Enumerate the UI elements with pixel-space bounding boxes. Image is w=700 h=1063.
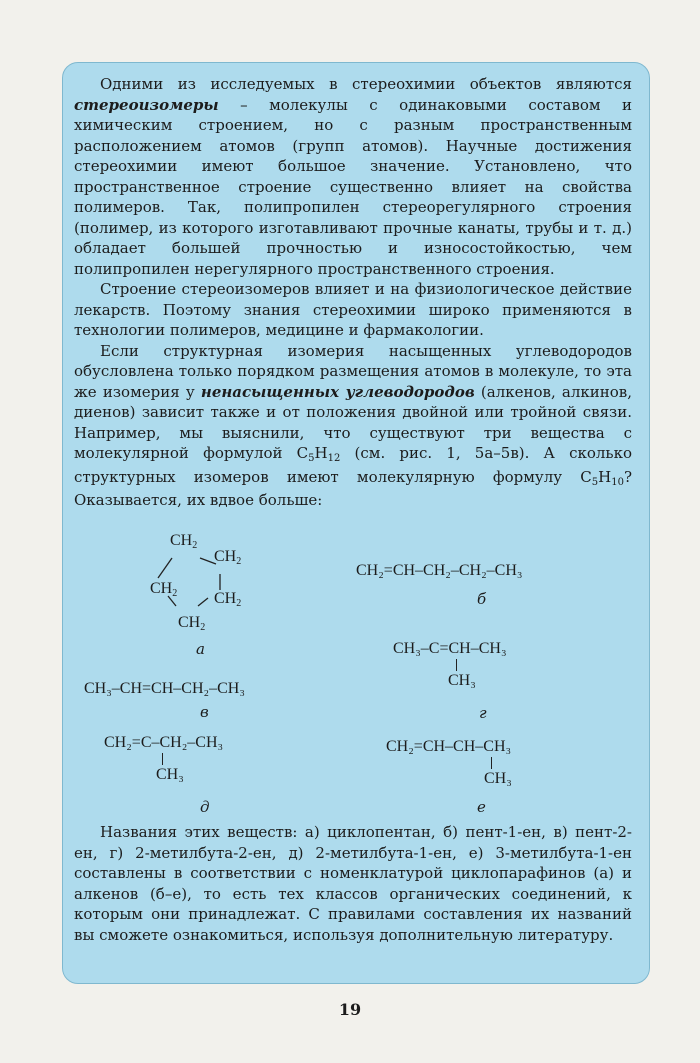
paragraph-1: Одними из исследуемых в стереохимии объектов являются стереоизомеры – молекулы с одинаковыми составом и химическим строением, но с разным пространственным расположением атомов (групп атомов). Научные достижения стереохимии имеют большое значение. Установлено, что пространственное строение существенно влияет на свойства полимеров. Так, полипропилен стереорегулярного строения (полимер, из которого изготавливают прочные канаты, трубы и т. д.) обладает большей прочностью и износостойкостью, чем полипропилен нерегулярного пространственного строения. bbox=[74, 75, 632, 278]
label-g: г bbox=[479, 704, 487, 722]
formula-b: CH₂=CH–CH₂–CH₂–CH₃ bbox=[356, 562, 523, 579]
ring-left: $CH_2$ bbox=[150, 580, 178, 599]
paragraph-4: Названия этих веществ: а) циклопентан, б) пент-1-ен, в) пент-2-ен, г) 2-метилбута-2-ен, д) 2-метилбута-1-ен, е) 3-метилбута-1-ен составлены в соответствии с номенклатурой циклопарафинов (а) и алкенов (б–е), то есть тех классов органических соединений, к которым они принадлежат. С правилами составления их названий вы сможете ознакомиться, используя дополнительную литературу. bbox=[74, 823, 632, 944]
formula-e: CH₂=CH–CH–CH₃ bbox=[386, 738, 512, 755]
formula-g-branch: CH₃ bbox=[448, 672, 476, 689]
ring-right-lower: $CH_2$ bbox=[214, 590, 242, 609]
paragraph-3: Если структурная изомерия насыщенных углеводородов обусловлена только порядком размещения атомов в молекуле, то эта же изомерия у ненасыщенных углеводородов (алкенов, алкинов, диенов) зависит также и от положения двойной или тройной связи. Например, мы выяснили, что существуют три вещества с молекулярной формулой $C_5H_{12}$ (см. рис. 1, 5а–5в). А сколько структурных изомеров имеют молекулярную формулу $C_5H_{10}$? Оказывается, их вдвое больше: bbox=[74, 341, 632, 509]
formula-e-bond bbox=[491, 757, 492, 769]
label-e: е bbox=[477, 798, 486, 816]
paragraph-2: Строение стереоизомеров влияет и на физиологическое действие лекарств. Поэтому знания стереохимии широко применяются в технологии полимеров, медицине и фармакологии. bbox=[74, 280, 632, 339]
formula-g-bond bbox=[456, 659, 457, 671]
formula-v: CH₃–CH=CH–CH₂–CH₃ bbox=[84, 680, 245, 697]
label-b: б bbox=[477, 590, 487, 608]
ring-bottom: $CH_2$ bbox=[178, 614, 206, 633]
ring-top: $CH_2$ bbox=[170, 532, 198, 551]
outro-text bbox=[74, 822, 632, 945]
formula-d-branch: CH₃ bbox=[156, 766, 184, 783]
formula-e-branch: CH₃ bbox=[484, 770, 512, 787]
page-number: 19 bbox=[338, 1000, 362, 1019]
ring-right-upper: $CH_2$ bbox=[214, 548, 242, 567]
label-v: в bbox=[200, 703, 209, 721]
formula-g: CH₃–C=CH–CH₃ bbox=[393, 640, 507, 657]
term-unsaturated: ненасыщенных углеводородов bbox=[200, 382, 475, 401]
label-a: а bbox=[196, 640, 205, 658]
term-stereoisomers: стереоизомеры bbox=[74, 95, 219, 114]
label-d: д bbox=[200, 798, 210, 816]
intro-text bbox=[74, 74, 632, 511]
formula-d-bond bbox=[162, 753, 163, 765]
formula-d: CH₂=C–CH₂–CH₃ bbox=[104, 734, 224, 751]
